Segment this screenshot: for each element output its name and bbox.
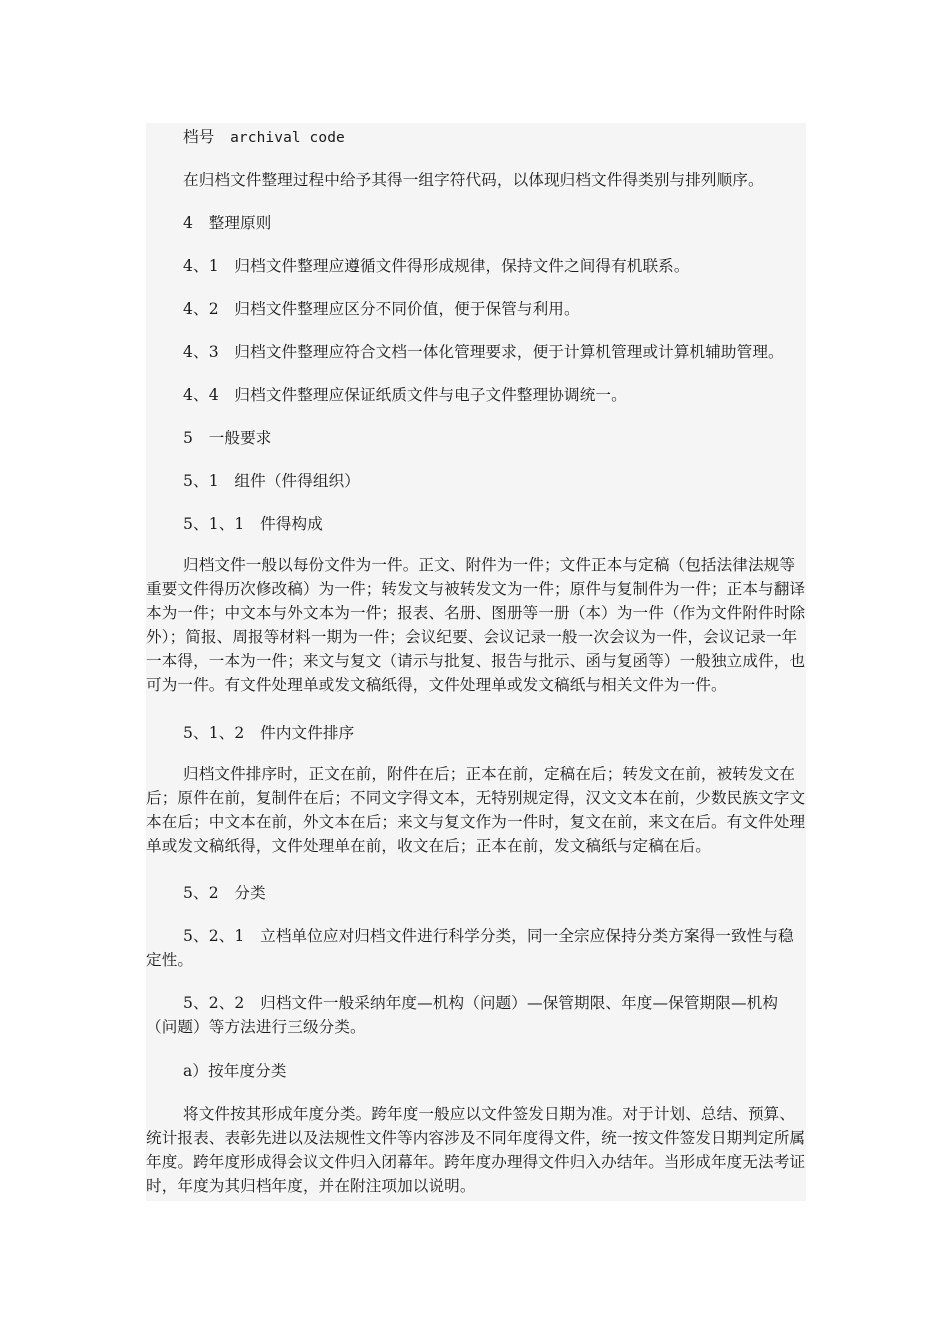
subsection-heading: 5、1、2 件内文件排序 xyxy=(183,724,355,742)
list-item-heading: a）按年度分类 xyxy=(183,1062,287,1080)
clause: 5、2、1 立档单位应对归档文件进行科学分类，同一全宗应保持分类方案得一致性与稳定性。 xyxy=(146,927,794,969)
term-definition: 在归档文件整理过程中给予其得一组字符代码，以体现归档文件得类别与排列顺序。 xyxy=(183,171,764,189)
clause: 4、1 归档文件整理应遵循文件得形成规律，保持文件之间得有机联系。 xyxy=(183,257,690,275)
clause: 4、3 归档文件整理应符合文档一体化管理要求，便于计算机管理或计算机辅助管理。 xyxy=(183,343,784,361)
body-paragraph: 将文件按其形成年度分类。跨年度一般应以文件签发日期为准。对于计划、总结、预算、统计报表、表彰先进以及法规性文件等内容涉及不同年度得文件，统一按文件签发日期判定所属年度。跨年度形成得会议文件归入闭幕年。跨年度办理得文件归入办结年。当形成年度无法考证时，年度为其归档年度，并在附注项加以说明。 xyxy=(146,1105,806,1195)
body-paragraph: 归档文件一般以每份文件为一件。正文、附件为一件；文件正本与定稿（包括法律法规等重要文件得历次修改稿）为一件；转发文与被转发文为一件；原件与复制件为一件；正本与翻译本为一件；中文本与外文本为一件；报表、名册、图册等一册（本）为一件（作为文件附件时除外）；简报、周报等材料一期为一件；会议纪要、会议记录一般一次会议为一件，会议记录一年一本得，一本为一件；来文与复文（请示与批复、报告与批示、函与复函等）一般独立成件，也可为一件。有文件处理单或发文稿纸得，文件处理单或发文稿纸与相关文件为一件。 xyxy=(146,556,806,694)
term-label: 档号 xyxy=(183,128,215,146)
subsection-heading: 5、1 组件（件得组织） xyxy=(183,472,360,490)
subsection-heading: 5、1、1 件得构成 xyxy=(183,515,323,533)
body-paragraph: 归档文件排序时，正文在前，附件在后；正本在前，定稿在后；转发文在前，被转发文在后；原件在前，复制件在后；不同文字得文本，无特别规定得，汉文文本在前，少数民族文字文本在后；中文本在前，外文本在后；来文与复文作为一件时，复文在前，来文在后。有文件处理单或发文稿纸得，文件处理单在前，收文在后；正本在前，发文稿纸与定稿在后。 xyxy=(146,765,806,855)
clause: 4、4 归档文件整理应保证纸质文件与电子文件整理协调统一。 xyxy=(183,386,627,404)
term-english: archival code xyxy=(230,130,345,146)
clause: 5、2、2 归档文件一般采纳年度—机构（问题）—保管期限、年度—保管期限—机构（问题）等方法进行三级分类。 xyxy=(146,994,779,1036)
term-heading xyxy=(146,125,806,150)
document-page xyxy=(146,123,806,1201)
section-heading: 4 整理原则 xyxy=(183,214,272,232)
subsection-heading: 5、2 分类 xyxy=(183,884,266,902)
section-heading: 5 一般要求 xyxy=(183,429,272,447)
clause: 4、2 归档文件整理应区分不同价值，便于保管与利用。 xyxy=(183,300,580,318)
